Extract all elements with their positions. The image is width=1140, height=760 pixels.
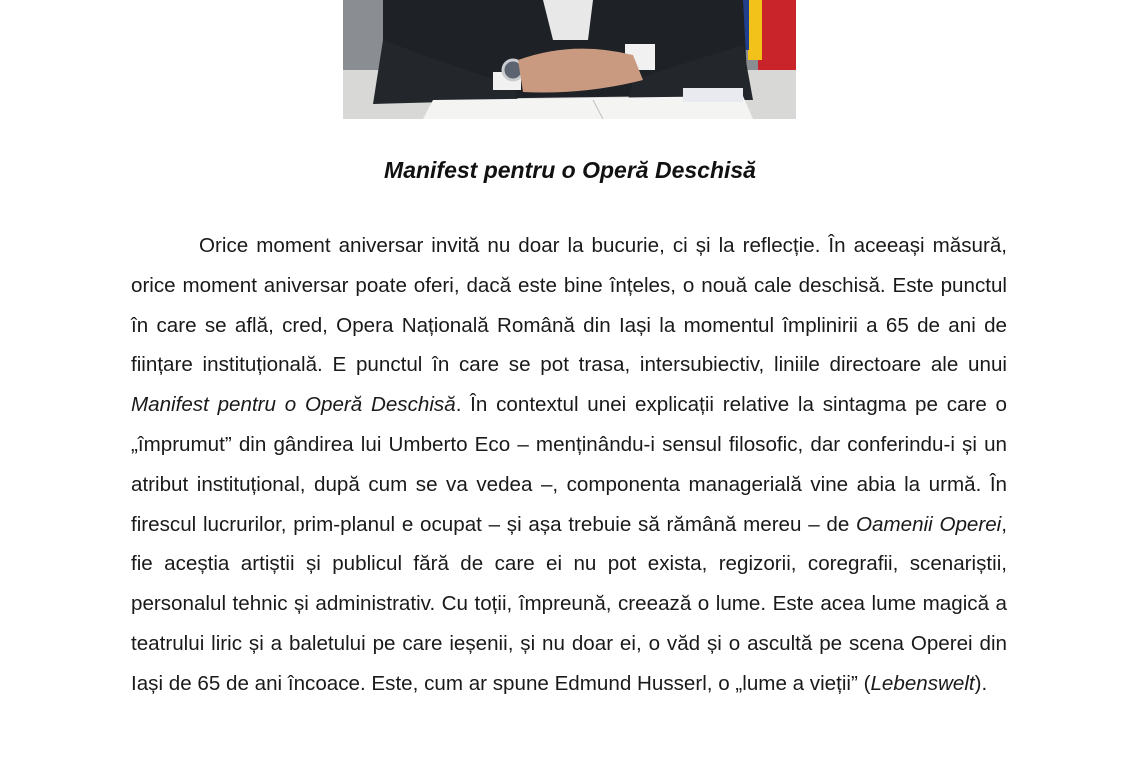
portrait-photo bbox=[343, 0, 796, 119]
paragraph-text-3: , fie aceștia artiștii și publicul fără de care ei nu pot exista, regizorii, coregrafii, scenariștii, personalul tehnic și administrativ. Cu toții, împreună, creează o lume. Este acea lume magică a teatrului liric și a baletului pe care ieșenii, și nu doar ei, o văd și o ascultă pe scena Operei din Iași de 65 de ani încoace. Este, cum ar spune Edmund Husserl, o „lume a vieții” ( bbox=[131, 512, 1007, 695]
paragraph-text-1: Orice moment aniversar invită nu doar la bucurie, ci și la reflecție. În aceeași măsură, orice moment aniversar poate oferi, dacă este bine înțeles, o nouă cale deschisă. Este punctul în care se află, cred, Opera Națională Română din Iași la momentul împlinirii a 65 de ani de ființare instituțională. E punctul în care se pot trasa, intersubiectiv, liniile directoare ale unui bbox=[131, 234, 1007, 377]
paragraph-text-2: . În contextul unei explicații relative la sintagma pe care o „împrumut” din gândirea lui Umberto Eco – menținându-i sensul filosofic, dar conferindu-i și un atribut instituțional, după cum se va vedea –, componenta managerială vine abia la urmă. În firescul lucrurilor, prim-planul e ocupat – și așa trebuie să rămână mereu – de bbox=[131, 393, 1007, 536]
oamenii-operei-italic-text: Oamenii Operei bbox=[856, 512, 1002, 536]
body-paragraph bbox=[131, 226, 1007, 704]
paragraph-text-4: ). bbox=[974, 671, 988, 695]
lebenswelt-italic-text: Lebenswelt bbox=[870, 671, 975, 695]
manifest-italic-text: Manifest pentru o Operă Deschisă bbox=[131, 393, 456, 417]
document-title: Manifest pentru o Operă Deschisă bbox=[384, 157, 756, 183]
portrait-illustration bbox=[343, 0, 796, 119]
